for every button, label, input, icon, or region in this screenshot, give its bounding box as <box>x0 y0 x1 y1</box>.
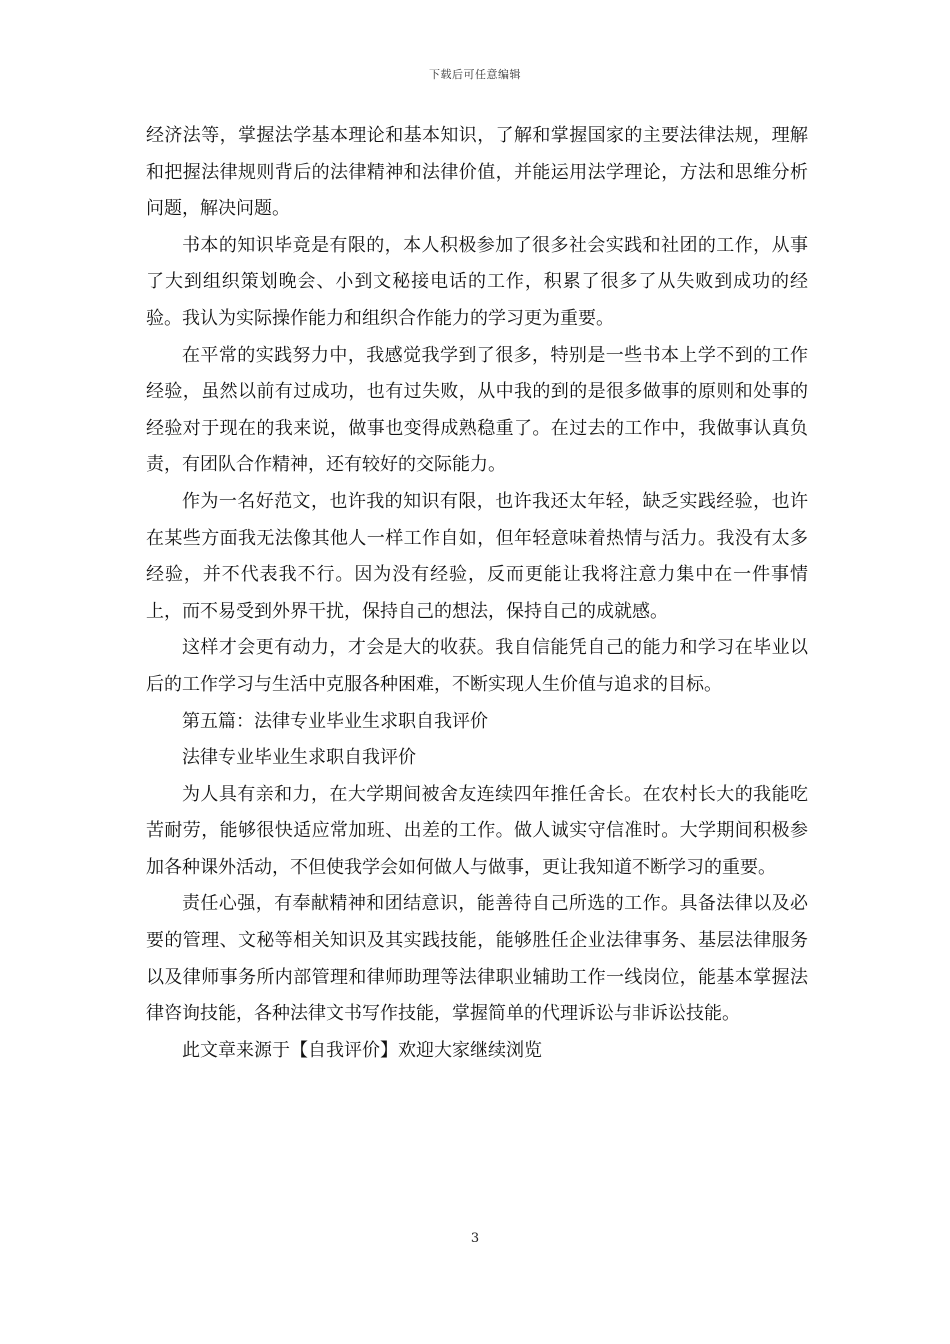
paragraph-limited-knowledge: 作为一名好范文，也许我的知识有限，也许我还太年轻，缺乏实践经验，也许在某些方面我无法像其他人一样工作自如，但年轻意味着热情与活力。我没有太多经验，并不代表我不行。因为没有经验，反而更能让我将注意力集中在一件事情上，而不易受到外界干扰，保持自己的想法，保持自己的成就感。 <box>146 490 808 622</box>
paragraph-personality: 为人具有亲和力，在大学期间被舍友连续四年推任舍长。在农村长大的我能吃苦耐劳，能够很快适应常加班、出差的工作。做人诚实守信准时。大学期间积极参加各种课外活动，不但使我学会如何做人与做事，更让我知道不断学习的重要。 <box>146 783 808 878</box>
paragraph-continuation: 经济法等，掌握法学基本理论和基本知识，了解和掌握国家的主要法律法规，理解和把握法律规则背后的法律精神和法律价值，并能运用法学理论，方法和思维分析问题，解决问题。 <box>146 125 808 220</box>
section-heading: 第五篇：法律专业毕业生求职自我评价 <box>182 710 488 732</box>
document-body <box>146 118 808 1069</box>
paragraph-practice: 在平常的实践努力中，我感觉我学到了很多，特别是一些书本上学不到的工作经验，虽然以前有过成功，也有过失败，从中我的到的是很多做事的原则和处事的经验对于现在的我来说，做事也变得成熟稳重了。在过去的工作中，我做事认真负责，有团队合作精神，还有较好的交际能力。 <box>146 344 808 476</box>
section-subtitle: 法律专业毕业生求职自我评价 <box>182 747 416 769</box>
paragraph-book-knowledge: 书本的知识毕竟是有限的，本人积极参加了很多社会实践和社团的工作，从事了大到组织策划晚会、小到文秘接电话的工作，积累了很多了从失败到成功的经验。我认为实际操作能力和组织合作能力的学习更为重要。 <box>146 234 808 329</box>
paragraph-responsibility: 责任心强，有奉献精神和团结意识，能善待自己所选的工作。具备法律以及必要的管理、文秘等相关知识及其实践技能，能够胜任企业法律事务、基层法律服务以及律师事务所内部管理和律师助理等法律职业辅助工作一线岗位，能基本掌握法律咨询技能，各种法律文书写作技能，掌握简单的代理诉讼与非诉讼技能。 <box>146 893 808 1025</box>
paragraph-motivation: 这样才会更有动力，才会是大的收获。我自信能凭自己的能力和学习在毕业以后的工作学习与生活中克服各种困难，不断实现人生价值与追求的目标。 <box>146 637 808 695</box>
page-number: 3 <box>470 1231 480 1246</box>
page-header: 下载后可任意编辑 <box>429 68 521 81</box>
paragraph-source-note: 此文章来源于【自我评价】欢迎大家继续浏览 <box>182 1039 542 1061</box>
